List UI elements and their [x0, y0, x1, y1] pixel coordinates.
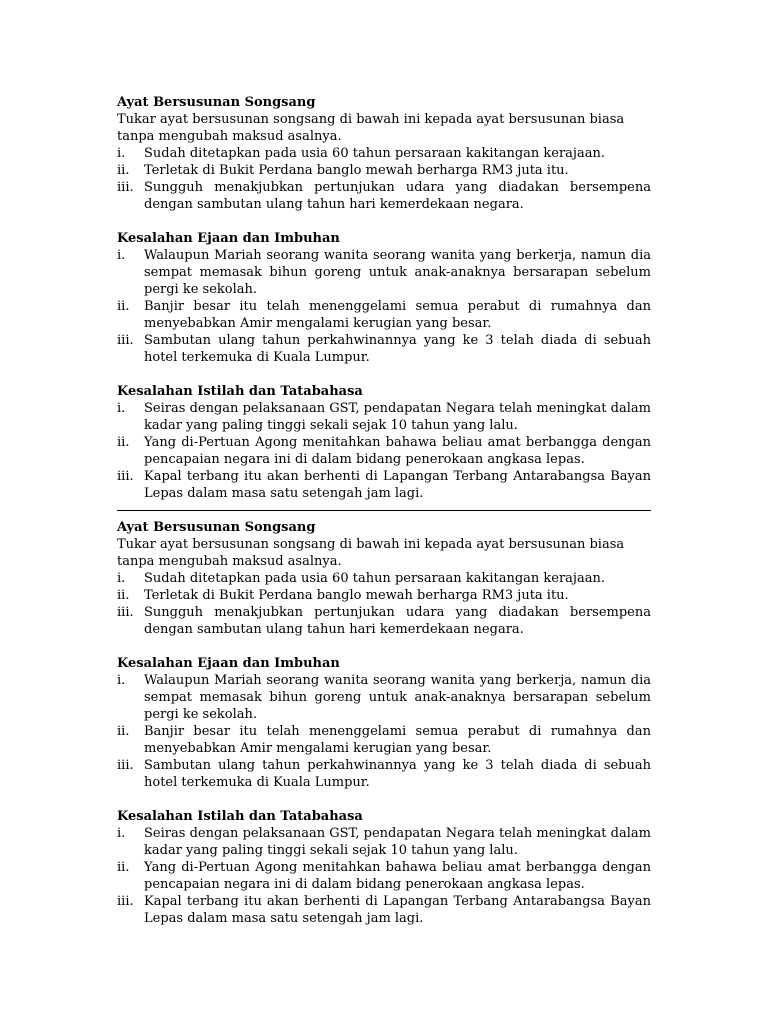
question-list: [117, 247, 651, 366]
list-marker: i.: [117, 826, 126, 841]
list-item: [117, 298, 651, 332]
list-item: [117, 893, 651, 927]
list-item: [117, 332, 651, 366]
list-marker: ii.: [117, 588, 130, 603]
list-item-text: Sungguh menakjubkan pertunjukan udara yang diadakan bersempena dengan sambutan ulang tahun hari kemerdekaan negara.: [144, 180, 651, 212]
section-kesalahan-istilah-dan-tatabahasa: [117, 383, 651, 502]
list-marker: i.: [117, 673, 126, 688]
list-item: [117, 723, 651, 757]
list-item: [117, 604, 651, 638]
list-item: [117, 162, 651, 179]
section-ayat-bersusunan-songsang: [117, 94, 651, 213]
list-item-text: Seiras dengan pelaksanaan GST, pendapatan Negara telah meningkat dalam kadar yang paling tinggi sekali sejak 10 tahun yang lalu.: [144, 401, 651, 433]
list-item: [117, 570, 651, 587]
exercise-block-2: [117, 519, 651, 927]
section-intro: Tukar ayat bersusunan songsang di bawah ini kepada ayat bersusunan biasa tanpa mengubah maksud asalnya.: [117, 537, 625, 569]
list-marker: iii.: [117, 180, 134, 195]
list-item-text: Yang di-Pertuan Agong menitahkan bahawa beliau amat berbangga dengan pencapaian negara ini di dalam bidang penerokaan angkasa lepas.: [144, 435, 651, 467]
list-item-text: Sambutan ulang tahun perkahwinannya yang ke 3 telah diada di sebuah hotel terkemuka di Kuala Lumpur.: [144, 333, 651, 365]
list-item-text: Terletak di Bukit Perdana banglo mewah berharga RM3 juta itu.: [144, 588, 569, 603]
section-heading: Kesalahan Ejaan dan Imbuhan: [117, 656, 340, 671]
question-list: [117, 400, 651, 502]
list-item-text: Banjir besar itu telah menenggelami semua perabut di rumahnya dan menyebabkan Amir mengalami kerugian yang besar.: [144, 299, 651, 331]
list-item: [117, 247, 651, 298]
list-item-text: Kapal terbang itu akan berhenti di Lapangan Terbang Antarabangsa Bayan Lepas dalam masa satu setengah jam lagi.: [144, 894, 651, 926]
section-heading: Kesalahan Istilah dan Tatabahasa: [117, 809, 363, 824]
question-list: [117, 145, 651, 213]
section-kesalahan-ejaan-dan-imbuhan: [117, 230, 651, 366]
list-item: [117, 859, 651, 893]
section-kesalahan-ejaan-dan-imbuhan: [117, 655, 651, 791]
section-heading: Ayat Bersusunan Songsang: [117, 95, 316, 110]
list-item: [117, 468, 651, 502]
section-heading: Ayat Bersusunan Songsang: [117, 520, 316, 535]
list-item-text: Kapal terbang itu akan berhenti di Lapangan Terbang Antarabangsa Bayan Lepas dalam masa satu setengah jam lagi.: [144, 469, 651, 501]
list-marker: i.: [117, 401, 126, 416]
list-marker: ii.: [117, 163, 130, 178]
list-marker: iii.: [117, 333, 134, 348]
exercise-block-1: [117, 94, 651, 502]
list-item: [117, 400, 651, 434]
list-item-text: Sudah ditetapkan pada usia 60 tahun persaraan kakitangan kerajaan.: [144, 571, 605, 586]
section-heading: Kesalahan Ejaan dan Imbuhan: [117, 231, 340, 246]
question-list: [117, 570, 651, 638]
list-item: [117, 587, 651, 604]
list-item: [117, 179, 651, 213]
list-item-text: Walaupun Mariah seorang wanita seorang wanita yang berkerja, namun dia sempat memasak bihun goreng untuk anak-anaknya bersarapan sebelum pergi ke sekolah.: [144, 673, 651, 722]
section-ayat-bersusunan-songsang: [117, 519, 651, 638]
list-item: [117, 145, 651, 162]
list-marker: iii.: [117, 758, 134, 773]
list-marker: ii.: [117, 860, 130, 875]
horizontal-divider: [117, 510, 651, 511]
list-item-text: Sambutan ulang tahun perkahwinannya yang ke 3 telah diada di sebuah hotel terkemuka di Kuala Lumpur.: [144, 758, 651, 790]
section-kesalahan-istilah-dan-tatabahasa: [117, 808, 651, 927]
list-marker: ii.: [117, 724, 130, 739]
list-item-text: Yang di-Pertuan Agong menitahkan bahawa beliau amat berbangga dengan pencapaian negara ini di dalam bidang penerokaan angkasa lepas.: [144, 860, 651, 892]
list-marker: ii.: [117, 435, 130, 450]
list-marker: iii.: [117, 469, 134, 484]
list-item: [117, 434, 651, 468]
section-heading: Kesalahan Istilah dan Tatabahasa: [117, 384, 363, 399]
list-marker: iii.: [117, 894, 134, 909]
list-marker: i.: [117, 571, 126, 586]
document-page: [117, 94, 651, 927]
list-marker: ii.: [117, 299, 130, 314]
list-marker: iii.: [117, 605, 134, 620]
list-marker: i.: [117, 248, 126, 263]
question-list: [117, 672, 651, 791]
list-item-text: Seiras dengan pelaksanaan GST, pendapatan Negara telah meningkat dalam kadar yang paling tinggi sekali sejak 10 tahun yang lalu.: [144, 826, 651, 858]
question-list: [117, 825, 651, 927]
list-item: [117, 825, 651, 859]
list-item-text: Sudah ditetapkan pada usia 60 tahun persaraan kakitangan kerajaan.: [144, 146, 605, 161]
list-item: [117, 672, 651, 723]
list-item-text: Sungguh menakjubkan pertunjukan udara yang diadakan bersempena dengan sambutan ulang tahun hari kemerdekaan negara.: [144, 605, 651, 637]
list-item: [117, 757, 651, 791]
list-item-text: Walaupun Mariah seorang wanita seorang wanita yang berkerja, namun dia sempat memasak bihun goreng untuk anak-anaknya bersarapan sebelum pergi ke sekolah.: [144, 248, 651, 297]
list-marker: i.: [117, 146, 126, 161]
list-item-text: Banjir besar itu telah menenggelami semua perabut di rumahnya dan menyebabkan Amir mengalami kerugian yang besar.: [144, 724, 651, 756]
section-intro: Tukar ayat bersusunan songsang di bawah ini kepada ayat bersusunan biasa tanpa mengubah maksud asalnya.: [117, 112, 625, 144]
list-item-text: Terletak di Bukit Perdana banglo mewah berharga RM3 juta itu.: [144, 163, 569, 178]
